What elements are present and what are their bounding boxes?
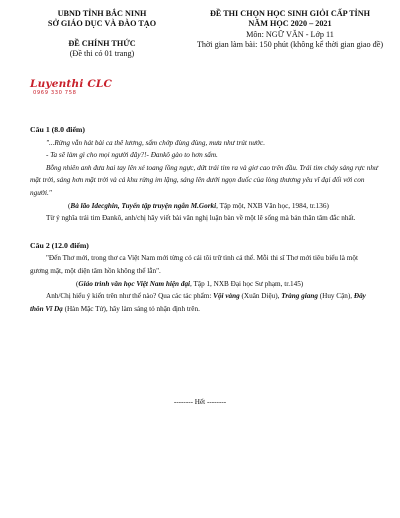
question1-quote-line1: "...Rừng vẫn hát bài ca thê lương, sấm chớp đùng đùng, mưa như trút nước.: [46, 138, 265, 147]
question2-source: (Giáo trình văn học Việt Nam hiện đại, Tập 1, NXB Đại học Sư phạm, tr.145): [76, 279, 304, 288]
question2-quote: "Đến Thơ mới, trong thơ ca Việt Nam mới từng có cái tôi trữ tình cá thể. Mỗi thi sĩ Thơ mới tiêu biểu là một gương mặt, một diện tâm hồn không thể lẫn".: [30, 254, 358, 275]
question2-title: Câu 2 (12.0 điểm): [30, 240, 89, 250]
question1-source-title: Bà lão Idecghin, Tuyển tập truyện ngắn M.Gorki: [70, 201, 217, 210]
question2-task: Anh/Chị hiểu ý kiến trên như thế nào? Qua các tác phẩm: Vội vàng (Xuân Diệu), Tràng giang (Huy Cận), Đây thôn Vĩ Dạ (Hàn Mặc Tử), hãy làm sáng tỏ nhận định trên.: [30, 292, 366, 313]
question1-title: Câu 1 (8.0 điểm): [30, 125, 86, 134]
brand-logo: [30, 78, 130, 97]
question1-quote-line3: Bỗng nhiên anh đưa hai tay lên xé toang lồng ngực, dứt trái tim ra và giơ cao trên đầu. Trái tim cháy sáng rực như mặt trời, sáng hơn mặt trời và cả khu rừng im lặng, sáng lên dưới ngọn đuốc của lòng thương yêu vĩ đại đối với con người.": [30, 163, 378, 197]
work-voi-vang: Vội vàng: [213, 292, 240, 301]
header-right: [190, 9, 390, 51]
subject-line: Môn: NGỮ VĂN - Lớp 11: [246, 29, 334, 39]
brand-name: Luyenthi CLC: [30, 78, 113, 90]
brand-phone: 0969 330 758: [33, 90, 77, 96]
question1-task: Từ ý nghĩa trái tim Đankô, anh/chị hãy viết bài văn nghị luận bàn về một lẽ sống mà bản thân tâm đắc nhất.: [46, 214, 356, 223]
end-marker: -------- Hết --------: [173, 398, 227, 406]
work-trang-giang: Tràng giang: [281, 292, 318, 301]
school-year: NĂM HỌC 2020 – 2021: [248, 19, 332, 29]
question2-source-title: Giáo trình văn học Việt Nam hiện đại: [78, 279, 191, 288]
exam-body: [30, 124, 378, 315]
official-label: ĐỀ CHÍNH THỨC: [68, 38, 136, 48]
department-name: UBND TỈNH BẮC NINH: [57, 9, 147, 18]
header-left: [22, 9, 182, 60]
time-allowed: Thời gian làm bài: 150 phút (không kể thời gian giao đề): [196, 40, 384, 50]
question1-source: (Bà lão Idecghin, Tuyển tập truyện ngắn M.Gorki, Tập một, NXB Văn học, 1984, tr.136): [68, 201, 329, 210]
work-day-thon-vi-da: Đây thôn Vĩ Dạ: [30, 292, 366, 313]
education-office-name: SỞ GIÁO DỤC VÀ ĐÀO TẠO: [47, 19, 157, 29]
question1-quote-line2: - Ta sẽ làm gì cho mọi người đây?!- Đankô gào to hơn sấm.: [46, 151, 218, 160]
exam-title: ĐỀ THI CHỌN HỌC SINH GIỎI CẤP TỈNH: [209, 9, 371, 18]
page-count-note: (Đề thi có 01 trang): [69, 49, 135, 59]
